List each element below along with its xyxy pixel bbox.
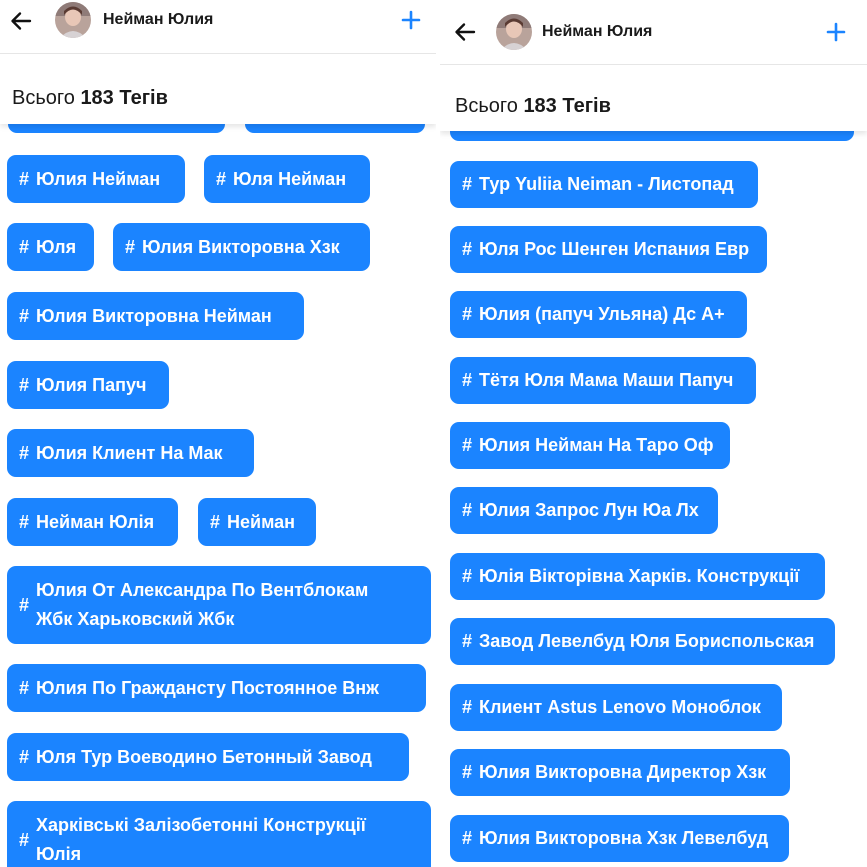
tag-chip[interactable]: # Тур Yuliia Neiman - Листопад [450,161,758,208]
hash-icon: # [462,762,473,782]
hash-icon: # [462,435,473,455]
tag-chip[interactable]: # Завод Левелбуд Юля Бориспольская [450,618,835,665]
hash-icon: # [462,631,473,651]
hash-icon: # [210,511,221,532]
tag-chip[interactable]: # Юля Нейман [204,155,370,203]
tag-chip[interactable]: # Юлия (папуч Ульяна) Дс А+ [450,291,747,338]
hash-icon: # [19,829,30,850]
tag-chip[interactable]: # Юлия Викторовна Хзк [113,223,370,271]
hash-icon: # [19,305,30,326]
hash-icon: # [19,236,30,257]
hash-icon: # [462,174,473,194]
hash-icon: # [19,594,30,615]
hash-icon: # [462,239,473,259]
back-arrow-icon[interactable] [452,19,478,45]
hash-icon: # [19,511,30,532]
tag-chip[interactable]: # Юлія Вікторівна Харків. Конструкції [450,553,825,600]
tag-chip[interactable] [7,566,431,644]
summary-prefix: Всього [12,87,75,109]
summary-prefix: Всього [455,95,518,117]
tags-count-line [455,95,611,118]
tag-chip[interactable]: # Юлия Викторовна Нейман [7,292,304,340]
tag-chip[interactable]: # Клиент Astus Lenovo Моноблок [450,684,782,731]
tags-count: 183 [80,87,114,109]
tags-summary [0,54,436,124]
hash-icon: # [462,500,473,520]
tag-chip[interactable]: # Юля [7,223,94,271]
contact-name: Нейман Юлия [103,11,214,28]
tag-chip[interactable]: # Юля Рос Шенген Испания Евр [450,226,767,273]
avatar[interactable] [496,14,532,50]
hash-icon: # [125,236,136,257]
tag-chip[interactable]: # Юлия Запрос Лун Юа Лх [450,487,718,534]
hash-icon: # [216,168,227,189]
chat-header [440,0,867,65]
plus-icon[interactable] [822,18,850,46]
tag-chip[interactable]: # Юлия Нейман [7,155,185,203]
hash-icon: # [462,828,473,848]
tags-count: 183 [523,95,557,117]
chat-header [0,0,436,54]
hash-icon: # [19,168,30,189]
tag-chip[interactable] [7,801,431,867]
back-arrow-icon[interactable] [8,8,34,34]
tag-chip[interactable]: # Тётя Юля Мама Маши Папуч [450,357,756,404]
contact-name: Нейман Юлия [542,23,653,40]
tag-chip[interactable]: # Нейман Юлія [7,498,178,546]
tag-chip[interactable]: # Юлия По Граждансту Постоянное Внж [7,664,426,712]
tag-chip[interactable]: # Юлия Клиент На Мак [7,429,254,477]
summary-suffix: Тегів [119,87,168,109]
hash-icon: # [462,566,473,586]
right-panel [440,0,867,867]
tags-summary [440,65,867,131]
tag-chip[interactable]: # Нейман [198,498,316,546]
tag-label: Юлия От Александра По Вентблокам Жбк Харьковский Жбк [36,580,369,629]
tag-chip[interactable]: # Юлия Папуч [7,361,169,409]
hash-icon: # [462,697,473,717]
hash-icon: # [19,442,30,463]
hash-icon: # [462,304,473,324]
tag-chip[interactable]: # Юлия Нейман На Таро Оф [450,422,730,469]
tag-chip[interactable]: # Юлия Викторовна Директор Хзк [450,749,790,796]
plus-icon[interactable] [397,6,425,34]
tag-label: Харківські Залізобетонні Конструкції Юлія [36,815,366,864]
hash-icon: # [19,374,30,395]
hash-icon: # [19,677,30,698]
summary-suffix: Тегів [562,95,611,117]
tag-chip[interactable]: # Юля Тур Воеводино Бетонный Завод [7,733,409,781]
tags-count-line [12,87,168,110]
hash-icon: # [462,370,473,390]
avatar[interactable] [55,2,91,38]
tag-chip[interactable]: # Юлия Викторовна Хзк Левелбуд [450,815,789,862]
hash-icon: # [19,746,30,767]
